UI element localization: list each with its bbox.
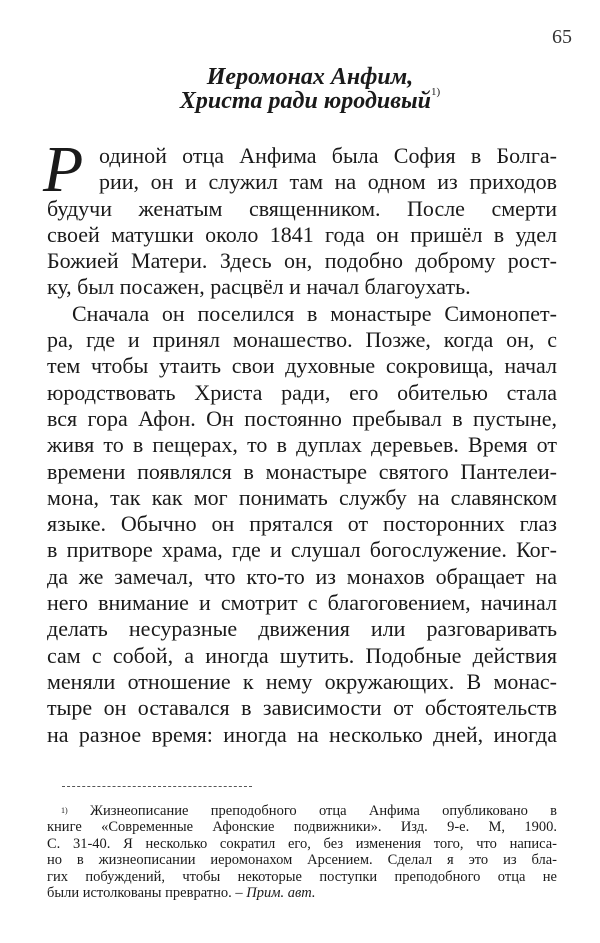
- text-line: тыре он оставался в зависимости от обстоятельств: [47, 695, 557, 721]
- footnote: [47, 803, 557, 901]
- text-line: Сначала он поселился в монастыре Симонопет-: [72, 300, 557, 326]
- footnote-line: [47, 803, 557, 819]
- text-line: тем чтобы утаить свои духовные сокровища, начал: [47, 353, 557, 379]
- footnote-reference: 1): [430, 86, 441, 98]
- text-line: языке. Обычно он прятался от посторонних глаз: [47, 511, 557, 537]
- text-line: будучи женатым священником. После смерти: [47, 195, 557, 221]
- text-line: рии, он и служил там на одном из приходов: [99, 169, 557, 195]
- text-line: живя то в пещерах, то в дуплах деревьев. Время от: [47, 432, 557, 458]
- footnote-text: Жизнеописание преподобного отца Анфима опубликовано в: [90, 803, 558, 819]
- footnote-mark: 1): [61, 806, 68, 815]
- footnote-line: С. 31-40. Я несколько сократил его, без изменения того, что написа-: [47, 835, 557, 852]
- text-line: юродствовать Христа ради, его обителью стала: [47, 379, 557, 405]
- text-line: делать несуразные движения или разговаривать: [47, 616, 557, 642]
- footnote-line: книге «Современные Афонские подвижники». Изд. 9-е. М, 1900.: [47, 819, 557, 836]
- text-line: него внимание и смотрит с благоговением, начинал: [47, 590, 557, 616]
- footnote-line: гих побуждений, чтобы некоторые поступки преподобного отца не: [47, 868, 557, 885]
- chapter-title-line-1: Иеромонах Анфим,: [206, 64, 414, 90]
- page-number: 65: [552, 26, 572, 48]
- chapter-title-line-2: [0, 88, 600, 115]
- text-line: да же замечал, что кто-то из монахов обращает на: [47, 563, 557, 589]
- body-text: [43, 133, 557, 748]
- text-line: одиной отца Анфима была София в Болга-: [99, 143, 557, 168]
- text-line: своей матушки около 1841 года он пришёл в удел: [47, 221, 557, 247]
- text-line: в притворе храма, где и слушал богослужение. Ког-: [47, 537, 557, 563]
- text-line: Божией Матери. Здесь он, подобно доброму рост-: [47, 248, 557, 274]
- text-line: ра, где и принял монашество. Позже, когда он, с: [47, 327, 557, 353]
- text-line: мона, так как мог понимать службу на славянском: [47, 484, 557, 510]
- text-line: меняли отношение к нему окружающих. В монас-: [47, 668, 557, 694]
- text-line: на разное время: иногда на несколько дней, иногда: [47, 721, 557, 747]
- author-note: Прим. авт.: [246, 884, 316, 901]
- footnote-separator: [62, 786, 252, 787]
- drop-cap: Р: [43, 133, 84, 206]
- footnote-line: [47, 885, 557, 901]
- footnote-text: были истолкованы превратно. –: [47, 884, 247, 901]
- text-line: времени появлялся в монастыре святого Пантелеи-: [47, 458, 557, 484]
- text-line: сам с собой, а иногда шутить. Подобные действия: [47, 642, 557, 668]
- chapter-title-text: Христа ради юродивый: [179, 88, 431, 114]
- footnote-line: но в жизнеописании иеромонахом Арсением. Сделал я это из бла-: [47, 852, 557, 869]
- text-line: вся гора Афон. Он постоянно пребывал в пустыне,: [47, 405, 557, 431]
- text-line: ку, был посажен, расцвёл и начал благоухать.: [47, 274, 471, 300]
